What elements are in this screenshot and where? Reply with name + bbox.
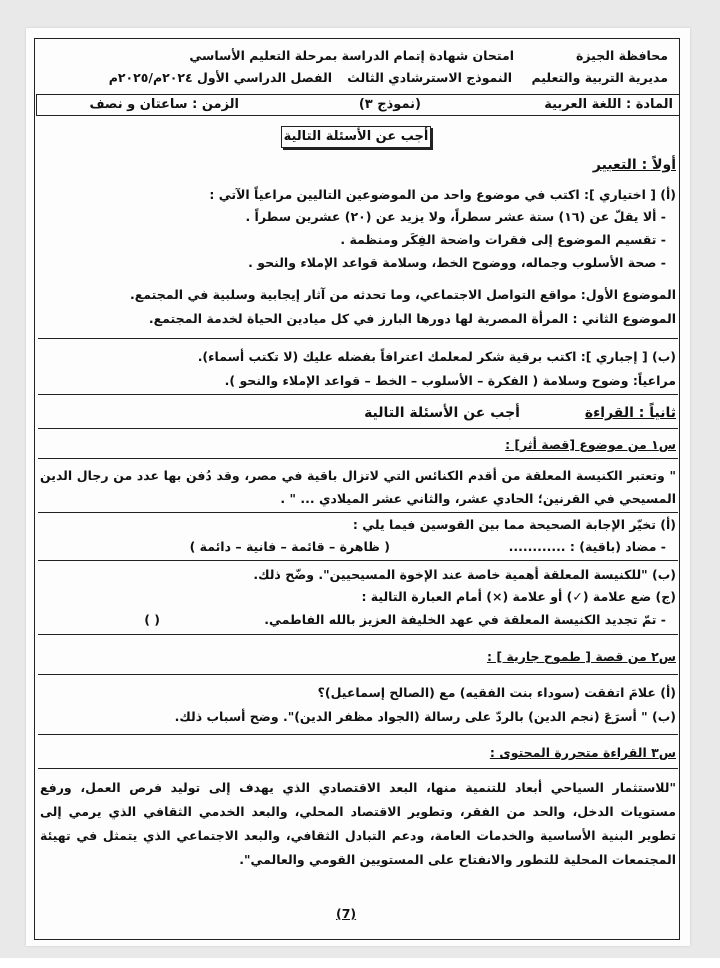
- model-name: النموذج الاسترشادي الثالث: [347, 70, 512, 85]
- exam-sheet: [26, 28, 690, 946]
- expression-heading: أولاً : التعبير: [592, 157, 676, 173]
- topic-1: الموضوع الأول: مواقع التواصل الاجتماعي، وما تحدثه من آثار إيجابية وسلبية في المجتمع.: [129, 287, 676, 302]
- divider: [38, 458, 678, 459]
- bottom-strip: [0, 958, 720, 968]
- page-number: (7): [336, 906, 357, 921]
- divider: [38, 512, 678, 513]
- divider: [38, 674, 678, 675]
- subject: المادة : اللغة العربية: [544, 97, 673, 112]
- mandatory-rules: مراعياً: وضوح وسلامة ( الفكرة – الأسلوب – الخط – قواعد الإملاء والنحو ).: [224, 373, 676, 388]
- topic-2: الموضوع الثاني : المرأة المصرية لها دورها البارز في كل ميادين الحياة لخدمة المجتمع.: [148, 311, 676, 326]
- q1-c-item: - تمّ تجديد الكنيسة المعلقة في عهد الخليفة العزيز بالله الفاطمي.: [264, 612, 666, 627]
- rule-3: - صحة الأسلوب وجماله، ووضوح الخط، وسلامة قواعد الإملاء والنحو .: [248, 255, 666, 270]
- q1-a-item: - مضاد (باقية) : ............: [508, 539, 666, 554]
- q1-a: (أ) تخيّر الإجابة الصحيحة مما بين القوسين فيما يلي :: [352, 517, 676, 532]
- q2-b: (ب) " أسرَعَ (نجم الدين) بالردّ على رسالة (الجواد مظفر الدين)". وضح أسباب ذلك.: [174, 709, 676, 724]
- divider: [38, 428, 678, 429]
- governorate: محافظة الجيزة: [576, 48, 668, 63]
- q2-a: (أ) علامَ اتفقت (سوداء بنت الفقيه) مع (الصالح إسماعيل)؟: [317, 685, 676, 700]
- q3-passage: "للاستثمار السياحي أبعاد للتنمية منها، البعد الاقتصادي الذي يهدف إلى توليد فرص العمل، ورفع مستويات الدخل، والحد من الفقر، وتطوير الاقتصاد المحلي، والبعد الخدمي الثقافي الذي يرمي إلى تطوير البنية الأساسية والخدمات العامة، ودعم التبادل الثقافي، والبعد الاجتماعي الذي يتمثل في تهيئة المجتمعات المحلية للتطور والانفتاح على المستويين القومي والعالمي".: [40, 780, 676, 867]
- q2-title: س٢ من قصة [ طموح جارية ] :: [486, 649, 676, 664]
- q1-passage: " وتعتبر الكنيسة المعلقة من أقدم الكنائس التي لاتزال باقية في مصر، وقد دُفن بها عدد من رجال الدين المسيحي في القرنين؛ الحادي عشر، والثاني عشر الميلادي ... " .: [40, 468, 676, 506]
- rule-1: - ألا يقلّ عن (١٦) ستة عشر سطراً، ولا يزيد عن (٢٠) عشرين سطراً .: [245, 209, 666, 224]
- model-number: (نموذج ٣): [358, 97, 421, 112]
- q1-c-answer-box: ( ): [144, 612, 160, 627]
- divider: [38, 394, 678, 395]
- divider: [38, 634, 678, 635]
- reading-heading: ثانياً : القراءة أجب عن الأسئلة التالية: [364, 405, 676, 421]
- q1-title: س١ من موضوع [قصة أثر] :: [505, 437, 676, 452]
- directorate: مديرية التربية والتعليم: [531, 70, 668, 85]
- subject-bar: [36, 94, 680, 116]
- instruction-box: أجب عن الأسئلة التالية: [281, 126, 431, 148]
- term: الفصل الدراسي الأول ٢٠٢٤م/٢٠٢٥م: [108, 70, 332, 85]
- q1-b: (ب) "للكنيسة المعلقة أهمية خاصة عند الإخوة المسيحيين". وضّح ذلك.: [253, 567, 676, 582]
- rule-2: - تقسيم الموضوع إلى فقرات واضحة الفِكَر ومنظمة .: [340, 232, 666, 247]
- q1-c: (ج) ضع علامة (✓) أو علامة (×) أمام العبارة التالية :: [361, 589, 676, 604]
- q3-title: س٣ القراءة متحررة المحتوى :: [489, 745, 676, 760]
- mandatory-line: (ب) [ إجباري ]: اكتب برقية شكر لمعلمك اعترافاً بفضله عليك (لا تكتب أسماء).: [197, 349, 676, 364]
- divider: [38, 768, 678, 769]
- divider: [38, 338, 678, 339]
- divider: [38, 560, 678, 561]
- exam-time: الزمن : ساعتان و نصف: [89, 97, 239, 112]
- divider: [38, 734, 678, 735]
- exam-title: امتحان شهادة إتمام الدراسة بمرحلة التعليم الأساسي: [189, 48, 514, 63]
- q1-a-options: ( ظاهرة – قائمة – فانية – دائمة ): [189, 539, 390, 554]
- optional-line: (أ) [ اختياري ]: اكتب في موضوع واحد من الموضوعين التاليين مراعياً الآتي :: [209, 187, 676, 202]
